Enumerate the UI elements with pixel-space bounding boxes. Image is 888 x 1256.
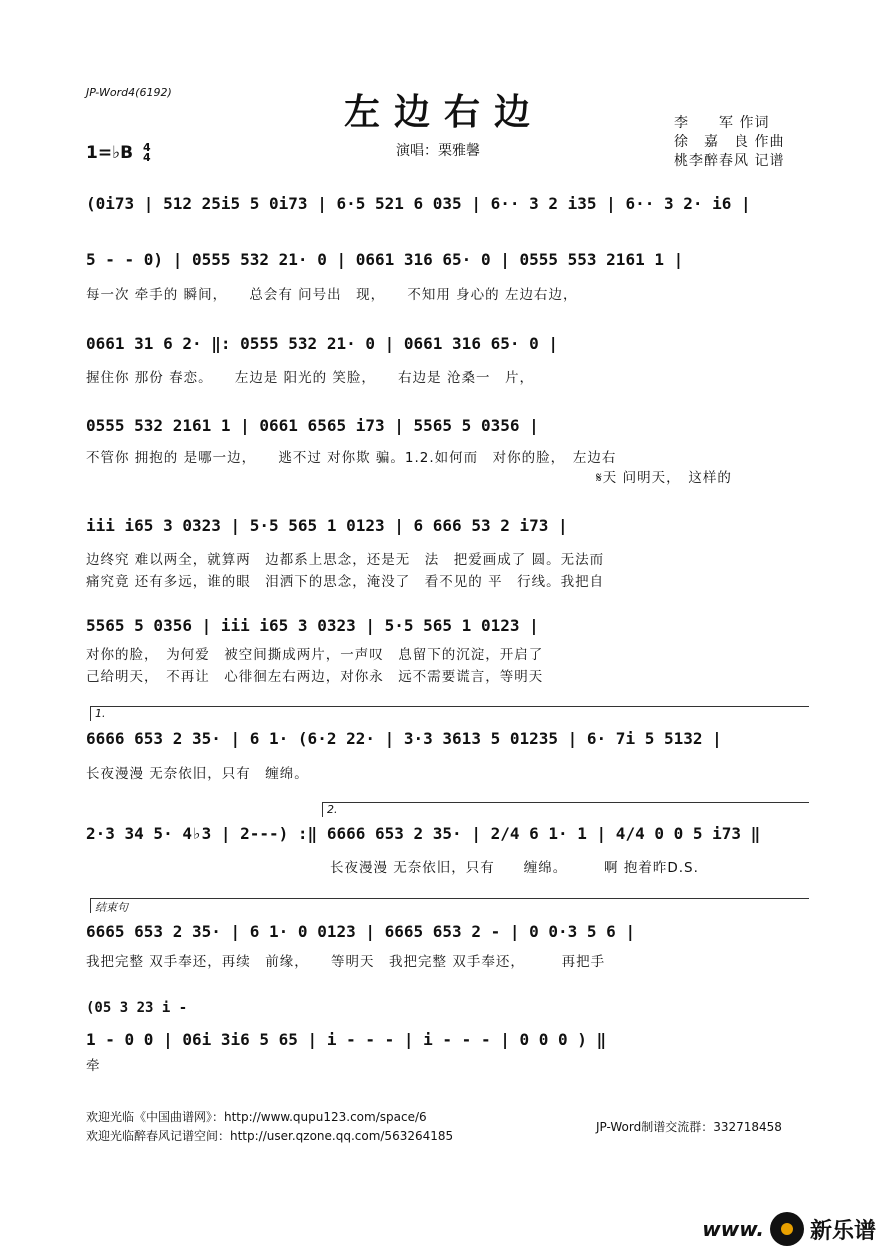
volta-label: 1. (95, 707, 106, 720)
lyric-line: 长夜漫漫 无奈依旧，只有 缠绵。 啊 抱着昨D.S. (330, 860, 699, 876)
notation-line: 6666 653 2 35· | 6 1· (6·2 22· | 3·3 3613 5 01235 | 6· 7i 5 5132 | (86, 729, 722, 748)
footer-link-qupu[interactable]: 欢迎光临《中国曲谱网》：http://www.qupu123.com/space/6 (86, 1110, 427, 1124)
notation-line: 0555 532 2161 1 | 0661 6565 i73 | 5565 5 0356 | (86, 416, 539, 435)
lyric-line: 𝄋天 问明天， 这样的 (596, 470, 732, 486)
lyric-line: 我把完整 双手奉还，再续 前缘， 等明天 我把完整 双手奉还， 再把手 (86, 954, 606, 970)
lyric-line: 长夜漫漫 无奈依旧，只有 缠绵。 (86, 766, 309, 782)
lyric-line: 己给明天， 不再让 心徘徊左右两边，对你永 远不需要谎言，等明天 (86, 669, 544, 685)
volta-label: 2. (327, 803, 338, 816)
notation-line: (0i73 | 512 25i5 5 0i73 | 6·5 521 6 035 | 6·· 3 2 i35 | 6·· 3 2· i6 | (86, 194, 751, 213)
transcriber-credit: 桃李醉春风 记谱 (674, 153, 785, 169)
meter-top: 4 (142, 141, 151, 154)
lyric-line: 对你的脸， 为何爱 被空间撕成两片，一声叹 息留下的沉淀，开启了 (86, 647, 544, 663)
record-disc-icon (770, 1212, 804, 1246)
composer-credit: 徐 嘉 良 作曲 (674, 134, 785, 150)
lyric-line: 牵 (86, 1058, 101, 1074)
notation-line: 2·3 34 5· 4♭3 | 2---) :‖ 6666 653 2 35· | 2/4 6 1· 1 | 4/4 0 0 5 i73 ‖ (86, 824, 761, 843)
lyric-line: 握住你 那份 春恋。 左边是 阳光的 笑脸， 右边是 沧桑一 片， (86, 370, 534, 386)
notation-line: iii i65 3 0323 | 5·5 565 1 0123 | 6 666 53 2 i73 | (86, 516, 568, 535)
meter-bottom: 4 (142, 151, 151, 164)
notation-line: 5565 5 0356 | iii i65 3 0323 | 5·5 565 1 0123 | (86, 616, 539, 635)
song-title: 左边右边 (343, 91, 544, 133)
volta-bracket (90, 706, 809, 721)
lyric-line: 不管你 拥抱的 是哪一边， 逃不过 对你欺 骗。1.2.如何而 对你的脸， 左边右 (86, 450, 617, 466)
lyric-line: 痛究竟 还有多远，谁的眼 泪洒下的思念，淹没了 看不见的 平 行线。我把自 (86, 574, 605, 590)
volta-label: 结束句 (95, 901, 128, 914)
site-logo (702, 1212, 876, 1246)
footer-group: JP-Word制谱交流群：332718458 (596, 1120, 782, 1134)
logo-www: www. (702, 1217, 764, 1241)
logo-text: 新乐谱 (809, 1218, 876, 1244)
notation-line: 5 - - 0) | 0555 532 21· 0 | 0661 316 65· 0 | 0555 553 2161 1 | (86, 250, 684, 269)
lyric-line: 每一次 牵手的 瞬间， 总会有 问号出 现， 不知用 身心的 左边右边， (86, 287, 578, 303)
key-label: 1=♭B (86, 143, 134, 163)
key-signature (86, 143, 151, 163)
singer-credit: 演唱：栗雅馨 (396, 143, 480, 159)
notation-line: 6665 653 2 35· | 6 1· 0 0123 | 6665 653 2 - | 0 0·3 5 6 | (86, 922, 636, 941)
upper-voice-line: (05 3 23 i - (86, 1000, 188, 1016)
software-label: JP-Word4(6192) (86, 86, 172, 99)
notation-line: 0661 31 6 2· ‖: 0555 532 21· 0 | 0661 316 65· 0 | (86, 334, 559, 353)
notation-line: 1 - 0 0 | 06i 3i6 5 65 | i - - - | i - - - | 0 0 0 ) ‖ (86, 1030, 607, 1049)
volta-bracket (322, 802, 809, 817)
lyricist-credit: 李 军 作词 (674, 115, 770, 131)
lyric-line: 边终究 难以两全，就算两 边都系上思念，还是无 法 把爱画成了 圆。无法而 (86, 552, 605, 568)
time-signature (143, 143, 151, 163)
volta-bracket (90, 898, 809, 913)
footer-link-qzone[interactable]: 欢迎光临醉春风记谱空间：http://user.qzone.qq.com/563264185 (86, 1129, 454, 1143)
